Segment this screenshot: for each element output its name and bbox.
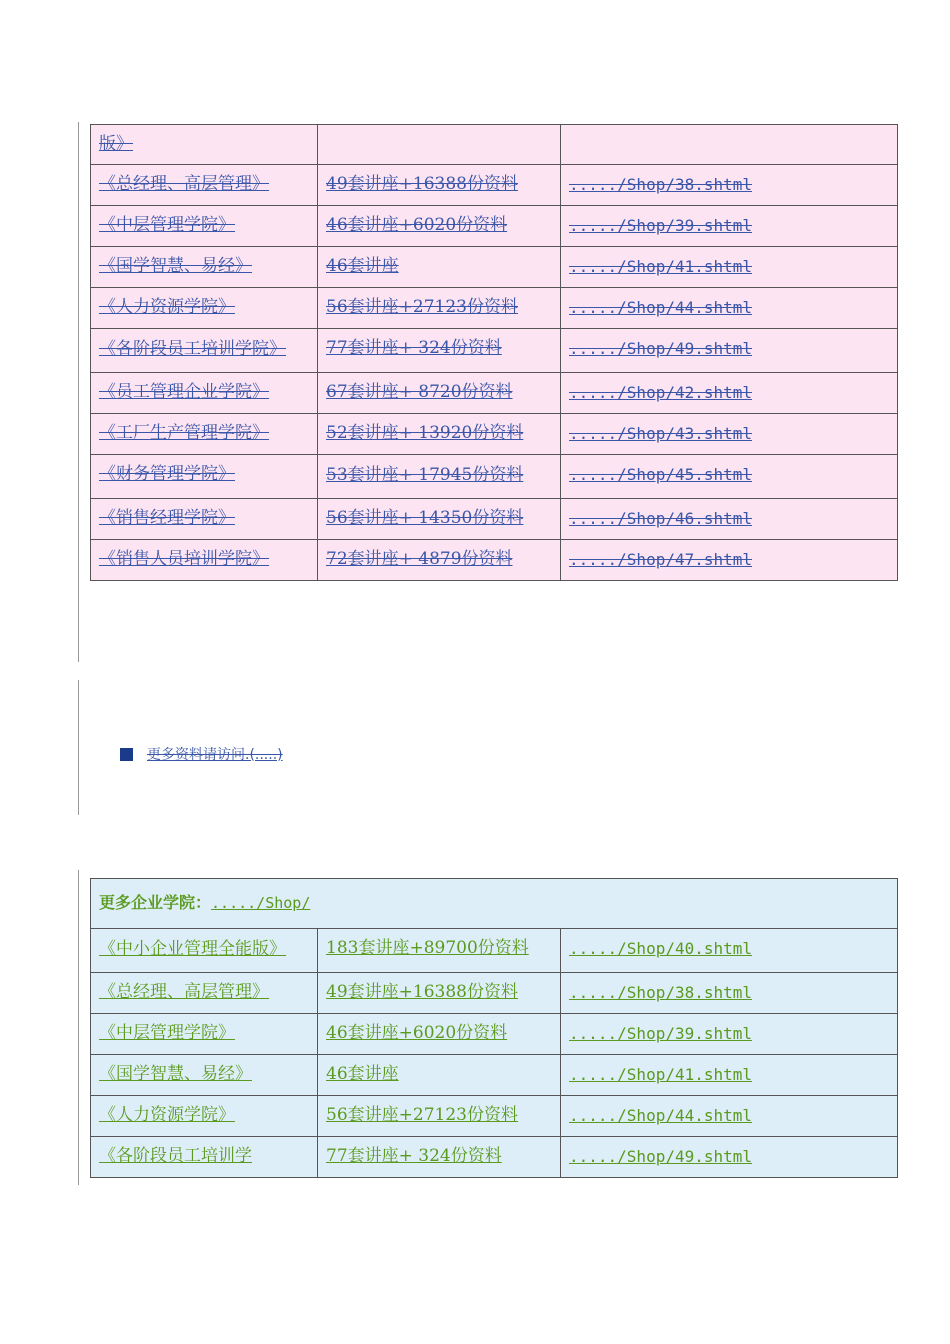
course-name-link[interactable]: 《工厂生产管理学院》	[99, 423, 269, 443]
course-name-cell	[91, 455, 318, 499]
course-name-link[interactable]: 版》	[99, 134, 133, 154]
table-row	[91, 540, 898, 581]
course-url-link[interactable]: .....∕Shop/45.shtml	[569, 465, 753, 484]
course-info-link[interactable]: 46套讲座	[326, 1064, 399, 1084]
course-url-link[interactable]: .....∕Shop/49.shtml	[569, 339, 753, 358]
course-name-link[interactable]: 《总经理、高层管理》	[99, 982, 269, 1002]
course-url-link[interactable]: .....∕Shop/42.shtml	[569, 383, 753, 402]
course-info-cell	[318, 1096, 561, 1137]
course-info-link[interactable]: 56套讲座+27123份资料	[326, 297, 518, 317]
course-name-link[interactable]: 《销售经理学院》	[99, 508, 235, 528]
table-row	[91, 373, 898, 414]
course-info-link[interactable]: 77套讲座+ 324份资料	[326, 338, 502, 358]
course-name-cell	[91, 1055, 318, 1096]
table-header-row	[91, 879, 898, 929]
course-url-link[interactable]: .....∕Shop/38.shtml	[569, 175, 753, 194]
course-url-cell	[561, 206, 898, 247]
course-url-cell	[561, 973, 898, 1014]
more-resources-link[interactable]: 更多资料请访问.(.....)	[147, 747, 283, 763]
course-name-link[interactable]: 《中小企业管理全能版》	[99, 939, 286, 959]
course-info-link[interactable]: 72套讲座+ 4879份资料	[326, 549, 513, 569]
course-url-link[interactable]: .....∕Shop/49.shtml	[569, 1147, 753, 1166]
table-row	[91, 1055, 898, 1096]
course-info-link[interactable]: 56套讲座+ 14350份资料	[326, 508, 524, 528]
course-url-cell	[561, 1014, 898, 1055]
course-name-link[interactable]: 《中层管理学院》	[99, 1023, 235, 1043]
header-link[interactable]: .....∕Shop/	[211, 894, 311, 912]
course-name-cell	[91, 414, 318, 455]
course-url-cell	[561, 414, 898, 455]
course-name-link[interactable]: 《中层管理学院》	[99, 215, 235, 235]
course-info-link[interactable]: 46套讲座	[326, 256, 399, 276]
course-info-link[interactable]: 183套讲座+89700份资料	[326, 938, 529, 958]
course-url-link[interactable]: .....∕Shop/40.shtml	[569, 939, 753, 958]
course-url-cell	[561, 165, 898, 206]
table-row	[91, 288, 898, 329]
course-name-link[interactable]: 《人力资源学院》	[99, 297, 235, 317]
course-url-link[interactable]: .....∕Shop/41.shtml	[569, 257, 753, 276]
course-name-cell	[91, 1137, 318, 1178]
table-row	[91, 455, 898, 499]
course-info-link[interactable]: 46套讲座+6020份资料	[326, 215, 508, 235]
course-url-link[interactable]: .....∕Shop/46.shtml	[569, 509, 753, 528]
course-info-link[interactable]: 67套讲座+ 8720份资料	[326, 382, 513, 402]
course-name-cell	[91, 373, 318, 414]
course-info-link[interactable]: 77套讲座+ 324份资料	[326, 1146, 502, 1166]
course-url-link[interactable]: .....∕Shop/44.shtml	[569, 1106, 753, 1125]
course-info-cell	[318, 929, 561, 973]
table-row	[91, 929, 898, 973]
revision-bar	[78, 122, 79, 662]
course-name-link[interactable]: 《国学智慧、易经》	[99, 256, 252, 276]
course-info-cell	[318, 125, 561, 165]
course-url-cell	[561, 125, 898, 165]
course-name-cell	[91, 929, 318, 973]
course-info-cell	[318, 455, 561, 499]
course-url-link[interactable]: .....∕Shop/38.shtml	[569, 983, 753, 1002]
course-name-cell	[91, 973, 318, 1014]
course-url-cell	[561, 288, 898, 329]
course-url-link[interactable]: .....∕Shop/47.shtml	[569, 550, 753, 569]
course-info-link[interactable]: 56套讲座+27123份资料	[326, 1105, 518, 1125]
course-url-cell	[561, 540, 898, 581]
course-url-cell	[561, 1096, 898, 1137]
course-url-cell	[561, 455, 898, 499]
square-bullet-icon	[120, 748, 133, 761]
course-name-link[interactable]: 《销售人员培训学院》	[99, 549, 269, 569]
course-info-cell	[318, 1137, 561, 1178]
course-info-cell	[318, 499, 561, 540]
course-info-cell	[318, 1014, 561, 1055]
course-url-link[interactable]: .....∕Shop/39.shtml	[569, 1024, 753, 1043]
table-row	[91, 499, 898, 540]
table-row	[91, 329, 898, 373]
course-info-link[interactable]: 52套讲座+ 13920份资料	[326, 423, 524, 443]
table-row	[91, 206, 898, 247]
course-name-cell	[91, 206, 318, 247]
course-url-cell	[561, 1055, 898, 1096]
course-info-cell	[318, 329, 561, 373]
course-info-cell	[318, 973, 561, 1014]
course-name-cell	[91, 165, 318, 206]
course-info-link[interactable]: 49套讲座+16388份资料	[326, 982, 518, 1002]
course-name-link[interactable]: 《人力资源学院》	[99, 1105, 235, 1125]
table-row	[91, 1137, 898, 1178]
course-info-cell	[318, 165, 561, 206]
header-label: 更多企业学院：	[99, 893, 212, 912]
course-url-link[interactable]: .....∕Shop/41.shtml	[569, 1065, 753, 1084]
table-row	[91, 973, 898, 1014]
table-row	[91, 125, 898, 165]
course-name-cell	[91, 329, 318, 373]
course-info-link[interactable]: 53套讲座+ 17945份资料	[326, 465, 524, 485]
table-row	[91, 414, 898, 455]
course-name-cell	[91, 1014, 318, 1055]
course-info-cell	[318, 206, 561, 247]
table-row	[91, 247, 898, 288]
course-url-link[interactable]: .....∕Shop/44.shtml	[569, 298, 753, 317]
course-name-cell	[91, 125, 318, 165]
course-info-link[interactable]: 46套讲座+6020份资料	[326, 1023, 508, 1043]
revision-bar	[78, 680, 79, 815]
course-table-pink	[90, 124, 898, 581]
more-resources-line	[120, 744, 283, 764]
course-name-cell	[91, 247, 318, 288]
course-url-cell	[561, 247, 898, 288]
course-info-cell	[318, 414, 561, 455]
course-url-link[interactable]: .....∕Shop/39.shtml	[569, 216, 753, 235]
course-info-cell	[318, 540, 561, 581]
course-name-link[interactable]: 《国学智慧、易经》	[99, 1064, 252, 1084]
course-info-link[interactable]: 49套讲座+16388份资料	[326, 174, 518, 194]
table-header-cell	[91, 879, 898, 929]
course-info-cell	[318, 288, 561, 329]
course-url-cell	[561, 329, 898, 373]
course-info-cell	[318, 247, 561, 288]
course-name-link[interactable]: 《各阶段员工培训学院》	[99, 339, 286, 359]
table-row	[91, 165, 898, 206]
course-name-link[interactable]: 《财务管理学院》	[99, 464, 235, 484]
table-row	[91, 1014, 898, 1055]
course-url-cell	[561, 373, 898, 414]
course-name-link[interactable]: 《各阶段员工培训学	[99, 1146, 252, 1166]
course-name-cell	[91, 540, 318, 581]
course-info-cell	[318, 373, 561, 414]
course-url-cell	[561, 929, 898, 973]
course-name-link[interactable]: 《总经理、高层管理》	[99, 174, 269, 194]
revision-bar	[78, 870, 79, 1185]
course-table-blue	[90, 878, 898, 1178]
course-url-cell	[561, 499, 898, 540]
course-name-cell	[91, 288, 318, 329]
table-row	[91, 1096, 898, 1137]
course-name-cell	[91, 499, 318, 540]
course-info-cell	[318, 1055, 561, 1096]
course-name-link[interactable]: 《员工管理企业学院》	[99, 382, 269, 402]
course-name-cell	[91, 1096, 318, 1137]
course-url-link[interactable]: .....∕Shop/43.shtml	[569, 424, 753, 443]
course-url-cell	[561, 1137, 898, 1178]
